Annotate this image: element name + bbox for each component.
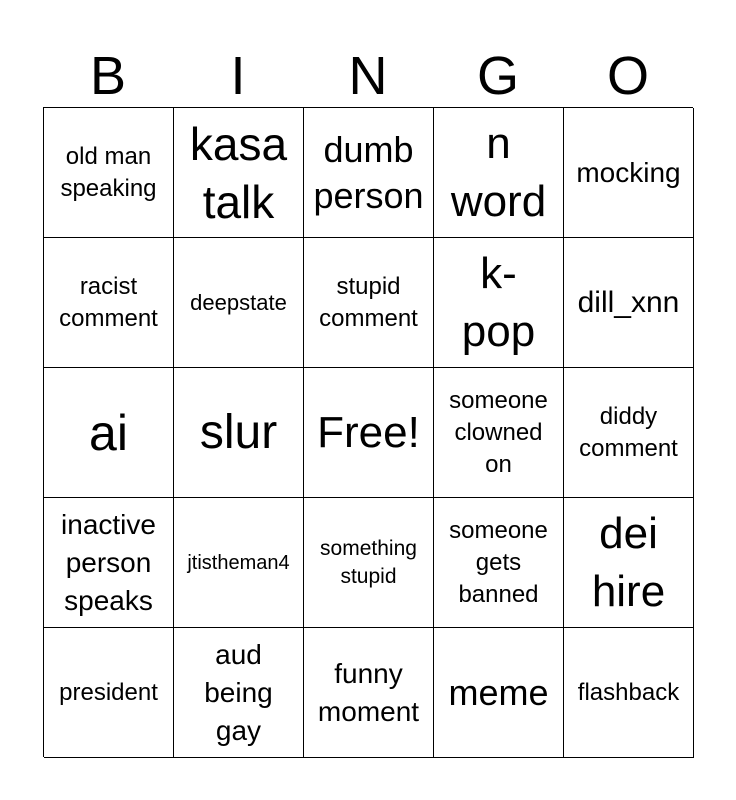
bingo-cell[interactable] (564, 108, 694, 238)
bingo-cell[interactable] (304, 628, 434, 758)
cell-text: n word (450, 118, 547, 226)
bingo-header (43, 44, 693, 108)
bingo-cell[interactable] (434, 628, 564, 758)
header-letter-i: I (230, 46, 246, 106)
cell-text: president (59, 678, 158, 706)
cell-text: deepstate (190, 289, 287, 315)
bingo-cell[interactable] (44, 498, 174, 628)
header-letter-b: B (89, 46, 127, 106)
cell-text: k- pop (461, 248, 536, 356)
free-space[interactable] (304, 368, 434, 498)
header-letter-n: N (348, 46, 388, 106)
cell-text: inactive person speaks (61, 508, 156, 616)
bingo-cell[interactable] (564, 628, 694, 758)
bingo-cell[interactable] (174, 368, 304, 498)
bingo-cell[interactable] (564, 368, 694, 498)
bingo-cell[interactable] (304, 108, 434, 238)
bingo-cell[interactable] (434, 238, 564, 368)
bingo-cell[interactable] (174, 238, 304, 368)
bingo-cell[interactable] (304, 238, 434, 368)
bingo-cell[interactable] (564, 498, 694, 628)
cell-text: Free! (317, 407, 420, 457)
cell-text: jtistheman4 (187, 551, 290, 574)
header-letter-o: O (606, 46, 649, 106)
bingo-cell[interactable] (434, 498, 564, 628)
cell-text: flashback (577, 678, 680, 706)
bingo-cell[interactable] (44, 368, 174, 498)
cell-text: dumb person (313, 128, 424, 216)
cell-text: someone gets banned (449, 516, 548, 608)
bingo-cell[interactable] (564, 238, 694, 368)
bingo-cell[interactable] (174, 628, 304, 758)
bingo-cell[interactable] (434, 368, 564, 498)
cell-text: meme (448, 671, 549, 713)
cell-text: old man speaking (60, 142, 157, 202)
cell-text: kasa talk (189, 117, 288, 228)
cell-text: aud being gay (204, 638, 273, 746)
cell-text: ai (89, 404, 128, 461)
bingo-cell[interactable] (44, 238, 174, 368)
header-letter-g: G (476, 46, 519, 106)
cell-text: something stupid (320, 536, 417, 588)
cell-text: dill_xnn (577, 286, 680, 319)
bingo-cell[interactable] (44, 108, 174, 238)
cell-text: mocking (576, 156, 681, 188)
cell-text: funny moment (317, 657, 420, 727)
bingo-cell[interactable] (174, 498, 304, 628)
bingo-cell[interactable] (174, 108, 304, 238)
cell-text: someone clowned on (449, 386, 548, 478)
cell-text: dei hire (591, 508, 666, 616)
bingo-cell[interactable] (44, 628, 174, 758)
bingo-grid (43, 107, 693, 757)
cell-text: racist comment (59, 272, 158, 332)
cell-text: slur (199, 405, 278, 459)
bingo-cell[interactable] (304, 498, 434, 628)
bingo-cell[interactable] (434, 108, 564, 238)
cell-text: diddy comment (579, 402, 678, 462)
cell-text: stupid comment (319, 272, 418, 332)
